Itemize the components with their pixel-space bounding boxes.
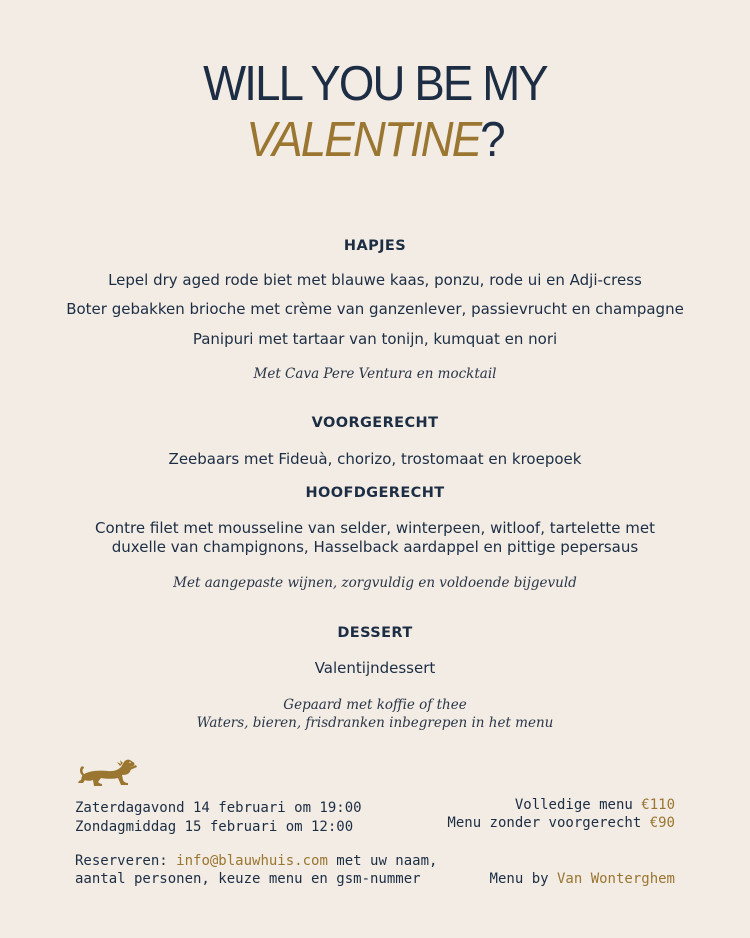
heading-hoofdgerecht: HOOFDGERECHT: [305, 485, 445, 501]
dish-hapjes-1: Lepel dry aged rode biet met blauwe kaas, ponzu, rode ui en Adji-cress: [108, 271, 642, 289]
date-sunday: Zondagmiddag 15 februari om 12:00: [75, 819, 354, 835]
price-full-label: Volledige menu: [514, 797, 642, 813]
heading-dessert: DESSERT: [337, 625, 413, 641]
price-full-value: €110: [641, 797, 675, 813]
title-suffix: ?: [480, 113, 504, 167]
title-accent: VALENTINE: [246, 113, 481, 167]
dish-hapjes-2: Boter gebakken brioche met crème van ganzenlever, passievrucht en champagne: [66, 300, 684, 318]
menu-credit: [490, 870, 675, 889]
lion-icon: [76, 756, 138, 788]
reserve-line-1: [75, 852, 437, 871]
credit-name: Van Wonterghem: [556, 871, 675, 887]
price-no-starter: [447, 814, 675, 833]
date-saturday: Zaterdagavond 14 februari om 19:00: [75, 800, 362, 816]
note-hoofdgerecht: Met aangepaste wijnen, zorgvuldig en voldoende bijgevuld: [173, 575, 577, 591]
title-line-2: [26, 110, 724, 170]
reserve-line-2: aantal personen, keuze menu en gsm-nummer: [75, 871, 421, 887]
price-no-starter-label: Menu zonder voorgerecht: [447, 815, 650, 831]
dish-dessert: Valentijndessert: [314, 659, 436, 677]
title-line-1: WILL YOU BE MY: [203, 57, 547, 111]
note-hapjes: Met Cava Pere Ventura en mocktail: [253, 366, 497, 382]
reserve-prefix: Reserveren:: [75, 853, 177, 869]
price-full-menu: [515, 796, 675, 815]
heading-hapjes: HAPJES: [343, 238, 407, 254]
note-dessert-1: Gepaard met koffie of thee: [283, 697, 467, 713]
price-no-starter-value: €90: [649, 815, 675, 831]
dish-voorgerecht: Zeebaars met Fideuà, chorizo, trostomaat en kroepoek: [168, 450, 582, 468]
note-dessert-2: Waters, bieren, frisdranken inbegrepen in het menu: [196, 715, 554, 731]
reserve-suffix: met uw naam,: [327, 853, 438, 869]
credit-prefix: Menu by: [489, 871, 557, 887]
dish-hoofdgerecht: Contre filet met mousseline van selder, winterpeen, witloof, tartelette met duxelle van champignons, Hasselback aardappel en pittige pepersaus: [95, 519, 655, 556]
heading-voorgerecht: VOORGERECHT: [311, 415, 439, 431]
reserve-email-link[interactable]: info@blauwhuis.com: [176, 853, 328, 869]
dish-hapjes-3: Panipuri met tartaar van tonijn, kumquat en nori: [192, 330, 558, 348]
